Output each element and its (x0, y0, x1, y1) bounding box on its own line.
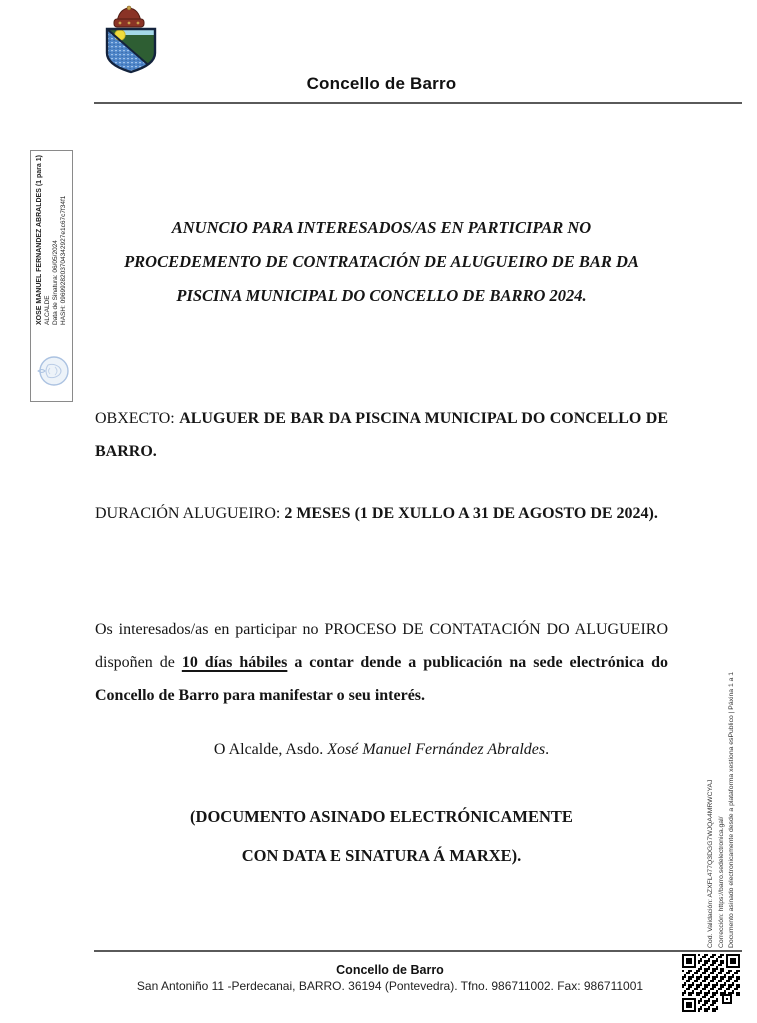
paragraph-obxecto (95, 402, 668, 468)
barro-coat-of-arms-icon (103, 5, 161, 75)
mayor-signature-post: . (545, 741, 550, 758)
mayor-name: Xosé Manuel Fernández Abraldes (327, 741, 546, 758)
mayor-signature-pre: O Alcalde, Asdo. (213, 741, 328, 758)
interesados-text-post: a contar dende a publicación na sede electrónica do Concello de Barro para manifestar o seu interés. (95, 654, 669, 704)
platform-note-line: Documento asinado electronicamente desde a plataforma xestiona esPublico | Páxina 1 a 1 (728, 671, 735, 948)
verification-url-line: Corrección: https://barro.sedelectronica.gal/ (717, 816, 725, 948)
footer-address: San Antoniño 11 -Perdecanai, BARRO. 36194 (Pontevedra). Tfno. 986711002. Fax: 986711001 (136, 979, 644, 993)
obxecto-label: OBXECTO: (95, 410, 180, 427)
signer-role: ALCALDE (44, 295, 51, 325)
electronic-signature-note (95, 797, 668, 875)
header-divider (94, 102, 742, 104)
signature-hash: HASH: 0969928203704342927e1c67c7f34f1 (60, 195, 67, 325)
announcement-title (95, 211, 668, 313)
announcement-title-line: ANUNCIO PARA INTERESADOS/AS EN PARTICIPAR NO (171, 218, 592, 237)
interesados-text-pre: Os interesados/as en participar no PROCESO DE CONTATACIÓN DO ALUGUEIRO dispoñen de (95, 621, 668, 671)
electronic-signature-note-line: (DOCUMENTO ASINADO ELECTRÓNICAMENTE (190, 807, 573, 826)
announcement-title-line: PROCEDEMENTO DE CONTRATACIÓN DE ALUGUEIRO DE BAR DA (124, 252, 639, 271)
obxecto-value: ALUGUER DE BAR DA PISCINA MUNICIPAL DO CONCELLO DE BARRO. (95, 410, 669, 460)
signature-stamp-text (36, 155, 68, 325)
paragraph-duracion (95, 497, 668, 530)
municipal-seal-icon (32, 351, 72, 391)
footer-divider (94, 950, 742, 952)
mayor-signature-line (95, 741, 668, 759)
validation-margin-text (706, 630, 740, 948)
header-title: Concello de Barro (306, 74, 457, 93)
validation-code-line: Cod. Validación: AZXFL477Q3DGG7WJQA4MRWCYAJ (707, 779, 714, 948)
electronic-signature-note-line: CON DATA E SINATURA Á MARXE). (241, 846, 522, 865)
footer-org-name: Concello de Barro (336, 963, 444, 977)
signature-date: Data de Sinatura: 06/05/2024 (52, 240, 59, 325)
duracion-value: 2 MESES (1 DE XULLO A 31 DE AGOSTO DE 2024). (284, 505, 658, 522)
qr-code (682, 954, 740, 1012)
signature-stamp-content (33, 153, 71, 399)
announcement-title-line: PISCINA MUNICIPAL DO CONCELLO DE BARRO 2024. (176, 286, 587, 305)
signer-name: XOSE MANUEL FERNANDEZ ABRALDES (1 para 1) (36, 155, 43, 325)
interesados-deadline: 10 días hábiles (181, 654, 288, 671)
duracion-label: DURACIÓN ALUGUEIRO: (95, 505, 285, 522)
paragraph-interesados (95, 613, 668, 712)
